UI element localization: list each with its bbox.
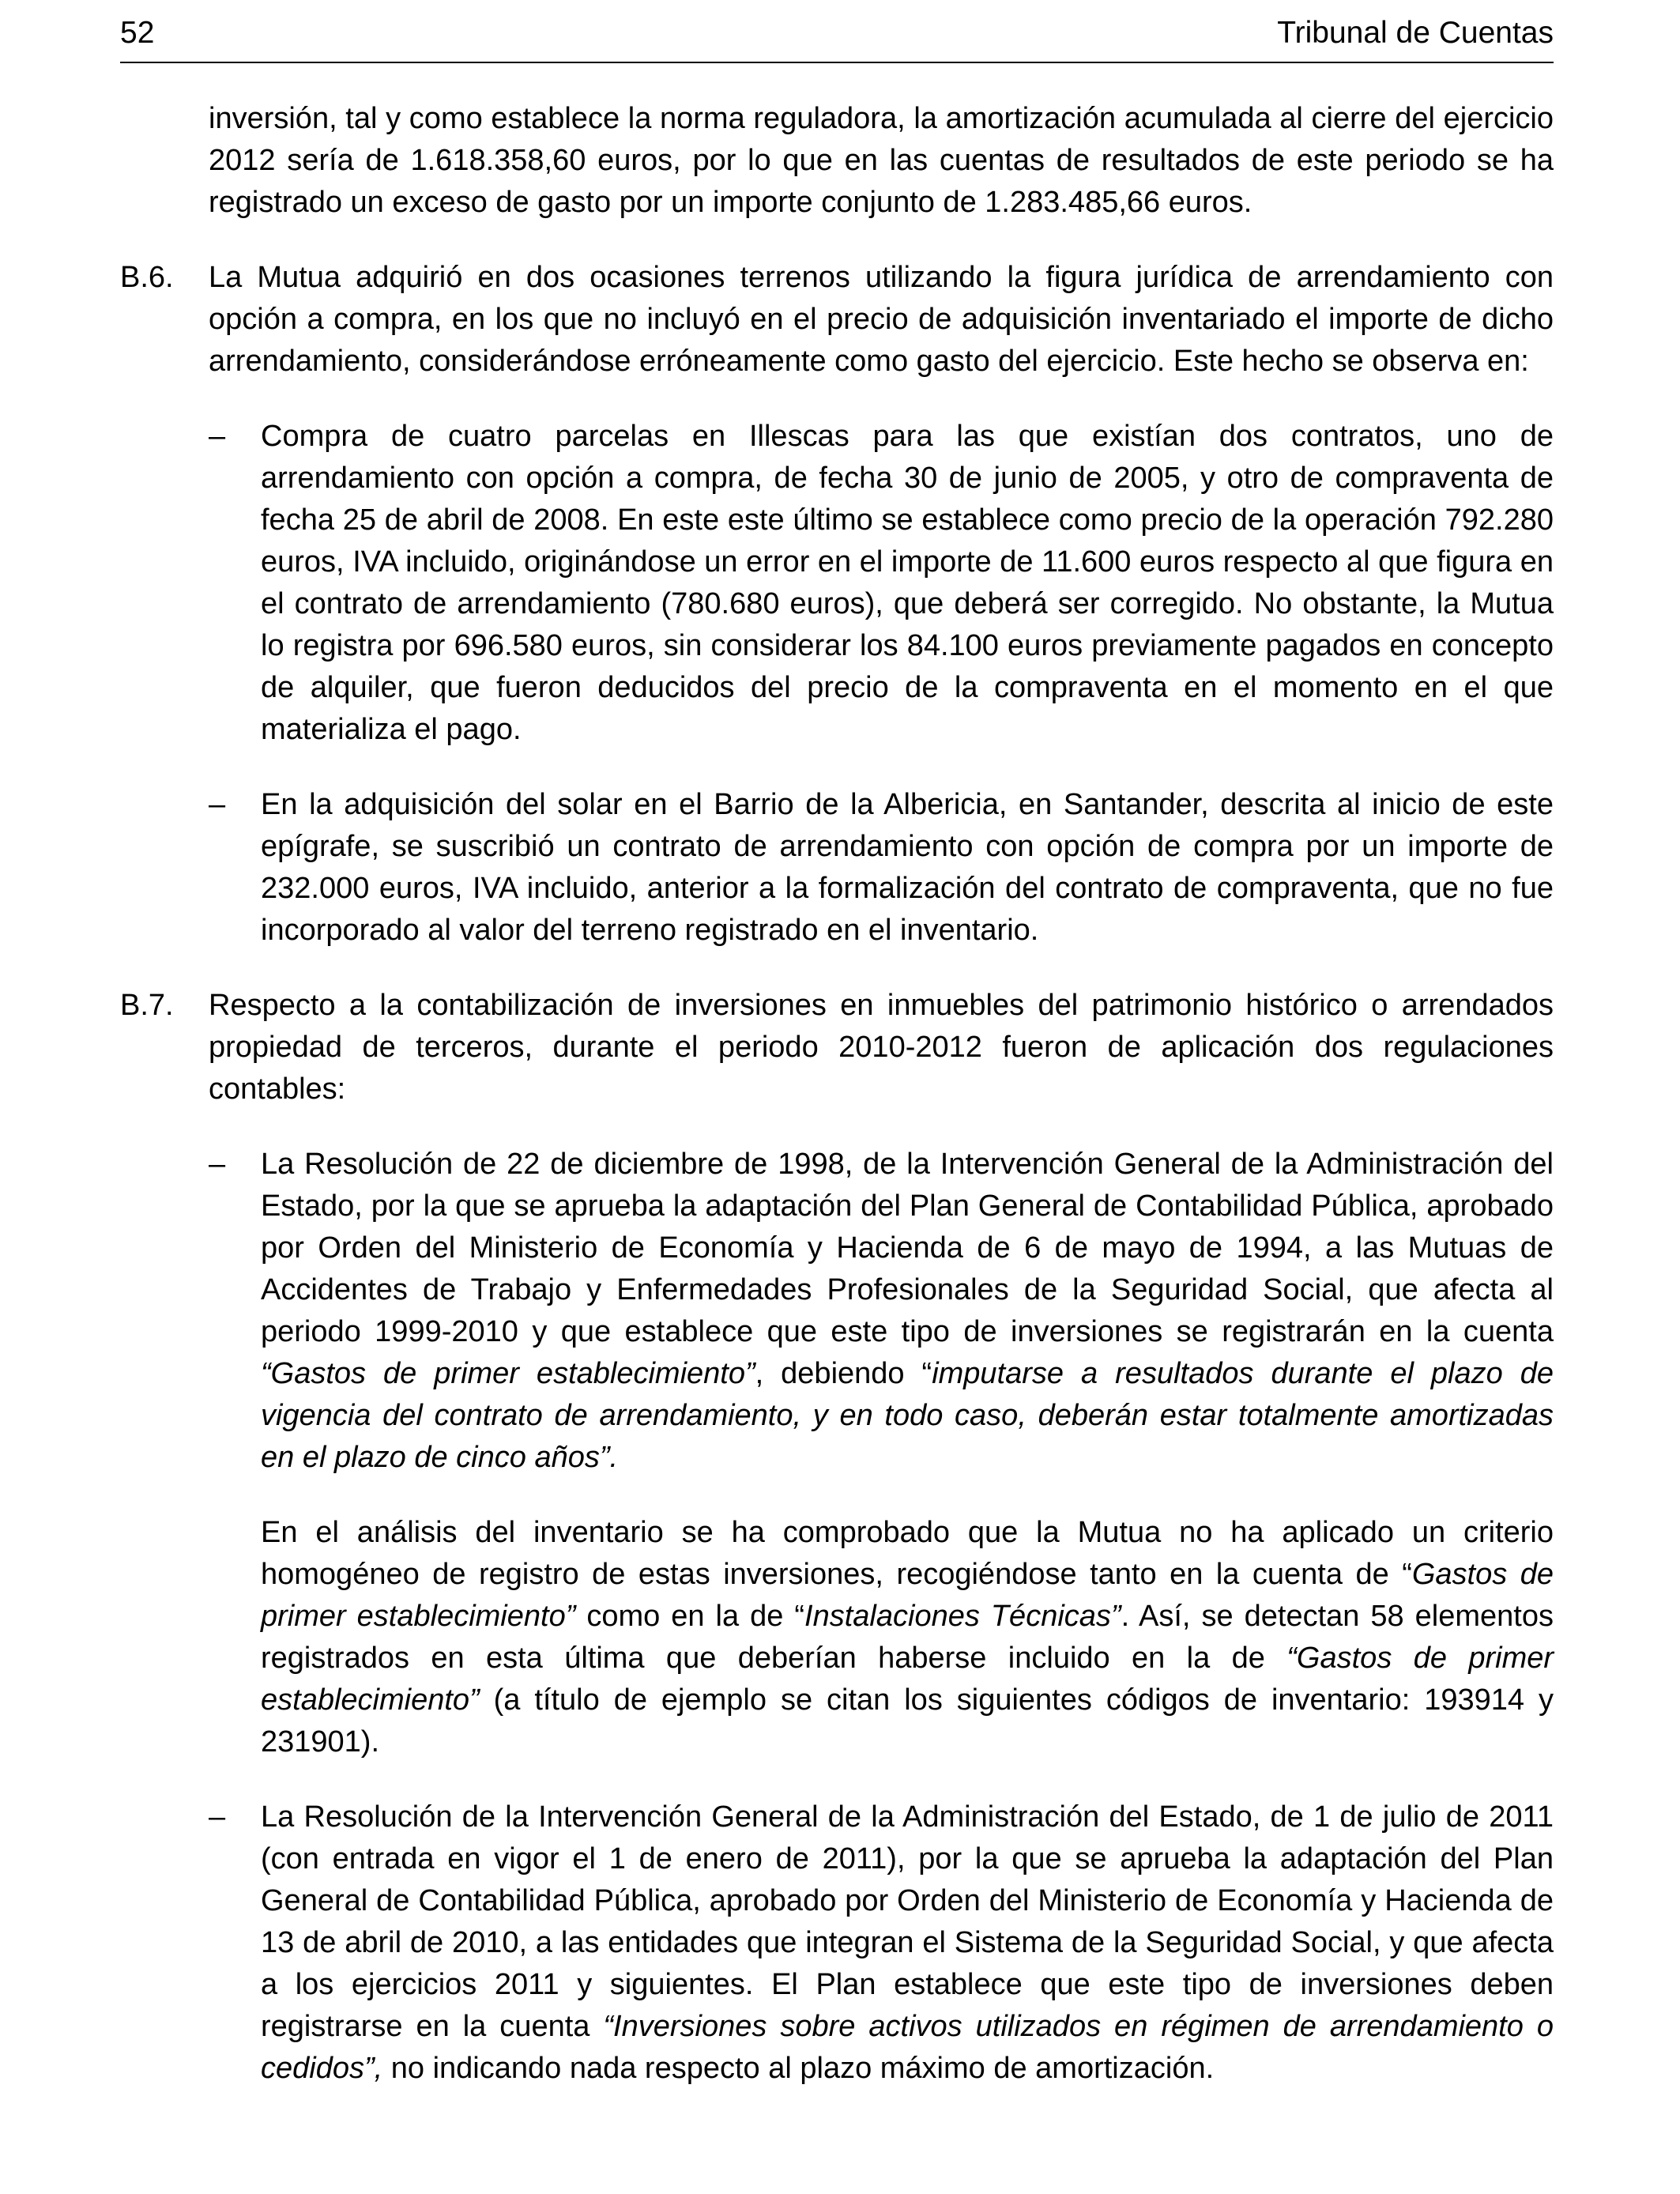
page-number: 52 bbox=[120, 16, 155, 50]
list-item bbox=[209, 1796, 1554, 2090]
dash-bullet: – bbox=[209, 1800, 226, 1834]
bullet-list bbox=[209, 416, 1554, 952]
list-item-text: En la adquisición del solar en el Barrio de la Albericia, en Santander, descrita al inicio de este epígrafe, se suscribió un contrato de arrendamiento con opción de compra por un importe de 232.000 euros, IVA incluido, anterior a la formalización del contrato de compraventa, que no fue incorporado al valor del terreno registrado en el inventario. bbox=[261, 788, 1554, 947]
dash-bullet: – bbox=[209, 420, 226, 453]
list-item bbox=[209, 784, 1554, 952]
list-item-text: La Resolución de la Intervención General de la Administración del Estado, de 1 de julio de 2011 (con entrada en vigor el 1 de enero de 2011), por la que se aprueba la adaptación del Plan General de Contabilidad Pública, aprobado por Orden del Ministerio de Economía y Hacienda de 13 de abril de 2010, a las entidades que integran el Sistema de la Seguridad Social, y que afecta a los ejercicios 2011 y siguientes. El Plan establece que este tipo de inversiones deben registrarse en la cuenta “Inversiones sobre activos utilizados en régimen de arrendamiento o cedidos”, no indicando nada respecto al plazo máximo de amortización. bbox=[261, 1800, 1554, 2085]
dash-bullet: – bbox=[209, 788, 226, 821]
section-b7 bbox=[120, 985, 1554, 1110]
page-body bbox=[120, 98, 1554, 2090]
list-item-text: La Resolución de 22 de diciembre de 1998, de la Intervención General de la Administración del Estado, por la que se aprueba la adaptación del Plan General de Contabilidad Pública, aprobado por Orden del Ministerio de Economía y Hacienda de 6 de mayo de 1994, a las Mutuas de Accidentes de Trabajo y Enfermedades Profesionales de la Seguridad Social, que afecta al periodo 1999-2010 y que establece que este tipo de inversiones se registrarán en la cuenta “Gastos de primer establecimiento”, debiendo “imputarse a resultados durante el plazo de vigencia del contrato de arrendamiento, y en todo caso, deberán estar totalmente amortizadas en el plazo de cinco años”. bbox=[261, 1148, 1554, 1474]
list-item-text: Compra de cuatro parcelas en Illescas para las que existían dos contratos, uno de arrendamiento con opción a compra, de fecha 30 de junio de 2005, y otro de compraventa de fecha 25 de abril de 2008. En este este último se establece como precio de la operación 792.280 euros, IVA incluido, originándose un error en el importe de 11.600 euros respecto al que figura en el contrato de arrendamiento (780.680 euros), que deberá ser corregido. No obstante, la Mutua lo registra por 696.580 euros, sin considerar los 84.100 euros previamente pagados en concepto de alquiler, que fueron deducidos del precio de la compraventa en el momento en el que materializa el pago. bbox=[261, 420, 1554, 746]
section-b6 bbox=[120, 257, 1554, 383]
section-number: B.7. bbox=[120, 989, 174, 1022]
list-item-text: En el análisis del inventario se ha comprobado que la Mutua no ha aplicado un criterio homogéneo de registro de estas inversiones, recogiéndose tanto en la cuenta de “Gastos de primer establecimiento” como en la de “Instalaciones Técnicas”. Así, se detectan 58 elementos registrados en esta última que deberían haberse incluido en la de “Gastos de primer establecimiento” (a título de ejemplo se citan los siguientes códigos de inventario: 193914 y 231901). bbox=[261, 1516, 1554, 1759]
header-title: Tribunal de Cuentas bbox=[1277, 16, 1554, 50]
intro-paragraph: inversión, tal y como establece la norma reguladora, la amortización acumulada al cierre del ejercicio 2012 sería de 1.618.358,60 euros, por lo que en las cuentas de resultados de este periodo se ha registrado un exceso de gasto por un importe conjunto de 1.283.485,66 euros. bbox=[209, 102, 1554, 219]
dash-bullet: – bbox=[209, 1148, 226, 1181]
bullet-list bbox=[209, 1144, 1554, 2090]
section-number: B.6. bbox=[120, 261, 174, 294]
section-paragraph: La Mutua adquirió en dos ocasiones terrenos utilizando la figura jurídica de arrendamiento con opción a compra, en los que no incluyó en el precio de adquisición inventariado el importe de dicho arrendamiento, considerándose erróneamente como gasto del ejercicio. Este hecho se observa en: bbox=[209, 261, 1554, 378]
section-paragraph: Respecto a la contabilización de inversiones en inmuebles del patrimonio histórico o arrendados propiedad de terceros, durante el periodo 2010-2012 fueron de aplicación dos regulaciones contables: bbox=[209, 989, 1554, 1106]
list-item bbox=[209, 1144, 1554, 1763]
list-item bbox=[209, 416, 1554, 751]
page-header bbox=[120, 13, 1554, 63]
